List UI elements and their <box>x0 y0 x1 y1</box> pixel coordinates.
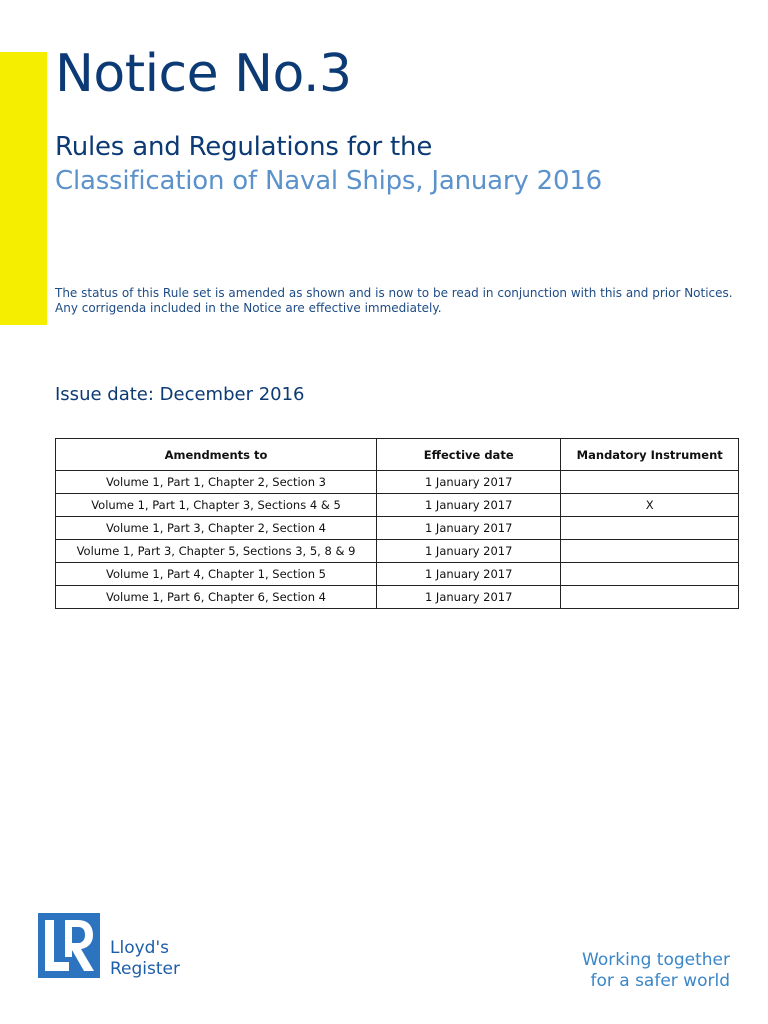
amendment-cell: Volume 1, Part 6, Chapter 6, Section 4 <box>56 586 377 609</box>
status-line-1: The status of this Rule set is amended as shown and is now to be read in conjunction with this and prior Notices. <box>55 286 733 300</box>
table-header-row <box>56 439 739 471</box>
subtitle-line-2: Classification of Naval Ships, January 2016 <box>55 166 602 196</box>
amendments-table <box>55 438 739 609</box>
amendment-cell: Volume 1, Part 3, Chapter 2, Section 4 <box>56 517 377 540</box>
tagline <box>582 950 730 992</box>
tagline-line-1: Working together <box>582 950 730 970</box>
amendment-cell: Volume 1, Part 4, Chapter 1, Section 5 <box>56 563 377 586</box>
header-effective-date: Effective date <box>376 439 560 471</box>
table-row <box>56 563 739 586</box>
yellow-accent-bar <box>0 52 47 325</box>
table-row <box>56 540 739 563</box>
table-row <box>56 471 739 494</box>
amendment-cell: Volume 1, Part 1, Chapter 3, Sections 4 & 5 <box>56 494 377 517</box>
tagline-line-2: for a safer world <box>590 971 730 991</box>
mandatory-cell <box>561 563 739 586</box>
header-amendments-to: Amendments to <box>56 439 377 471</box>
table-row <box>56 586 739 609</box>
effective-date-cell: 1 January 2017 <box>376 540 560 563</box>
effective-date-cell: 1 January 2017 <box>376 494 560 517</box>
issue-date: Issue date: December 2016 <box>55 384 305 405</box>
status-line-2: Any corrigenda included in the Notice are effective immediately. <box>55 301 442 315</box>
table-row <box>56 517 739 540</box>
mandatory-cell <box>561 586 739 609</box>
logo-line-2: Register <box>110 959 180 979</box>
subtitle-line-1: Rules and Regulations for the <box>55 132 433 162</box>
mandatory-cell <box>561 540 739 563</box>
logo-line-1: Lloyd's <box>110 938 169 958</box>
status-paragraph <box>55 286 755 316</box>
effective-date-cell: 1 January 2017 <box>376 563 560 586</box>
effective-date-cell: 1 January 2017 <box>376 517 560 540</box>
mandatory-cell <box>561 471 739 494</box>
lloyds-register-logo-icon <box>38 913 100 978</box>
amendment-cell: Volume 1, Part 1, Chapter 2, Section 3 <box>56 471 377 494</box>
effective-date-cell: 1 January 2017 <box>376 471 560 494</box>
mandatory-cell: X <box>561 494 739 517</box>
mandatory-cell <box>561 517 739 540</box>
logo-wordmark <box>110 938 180 980</box>
amendment-cell: Volume 1, Part 3, Chapter 5, Sections 3, 5, 8 & 9 <box>56 540 377 563</box>
page-title: Notice No.3 <box>55 44 352 104</box>
header-mandatory-instrument: Mandatory Instrument <box>561 439 739 471</box>
table-row <box>56 494 739 517</box>
effective-date-cell: 1 January 2017 <box>376 586 560 609</box>
